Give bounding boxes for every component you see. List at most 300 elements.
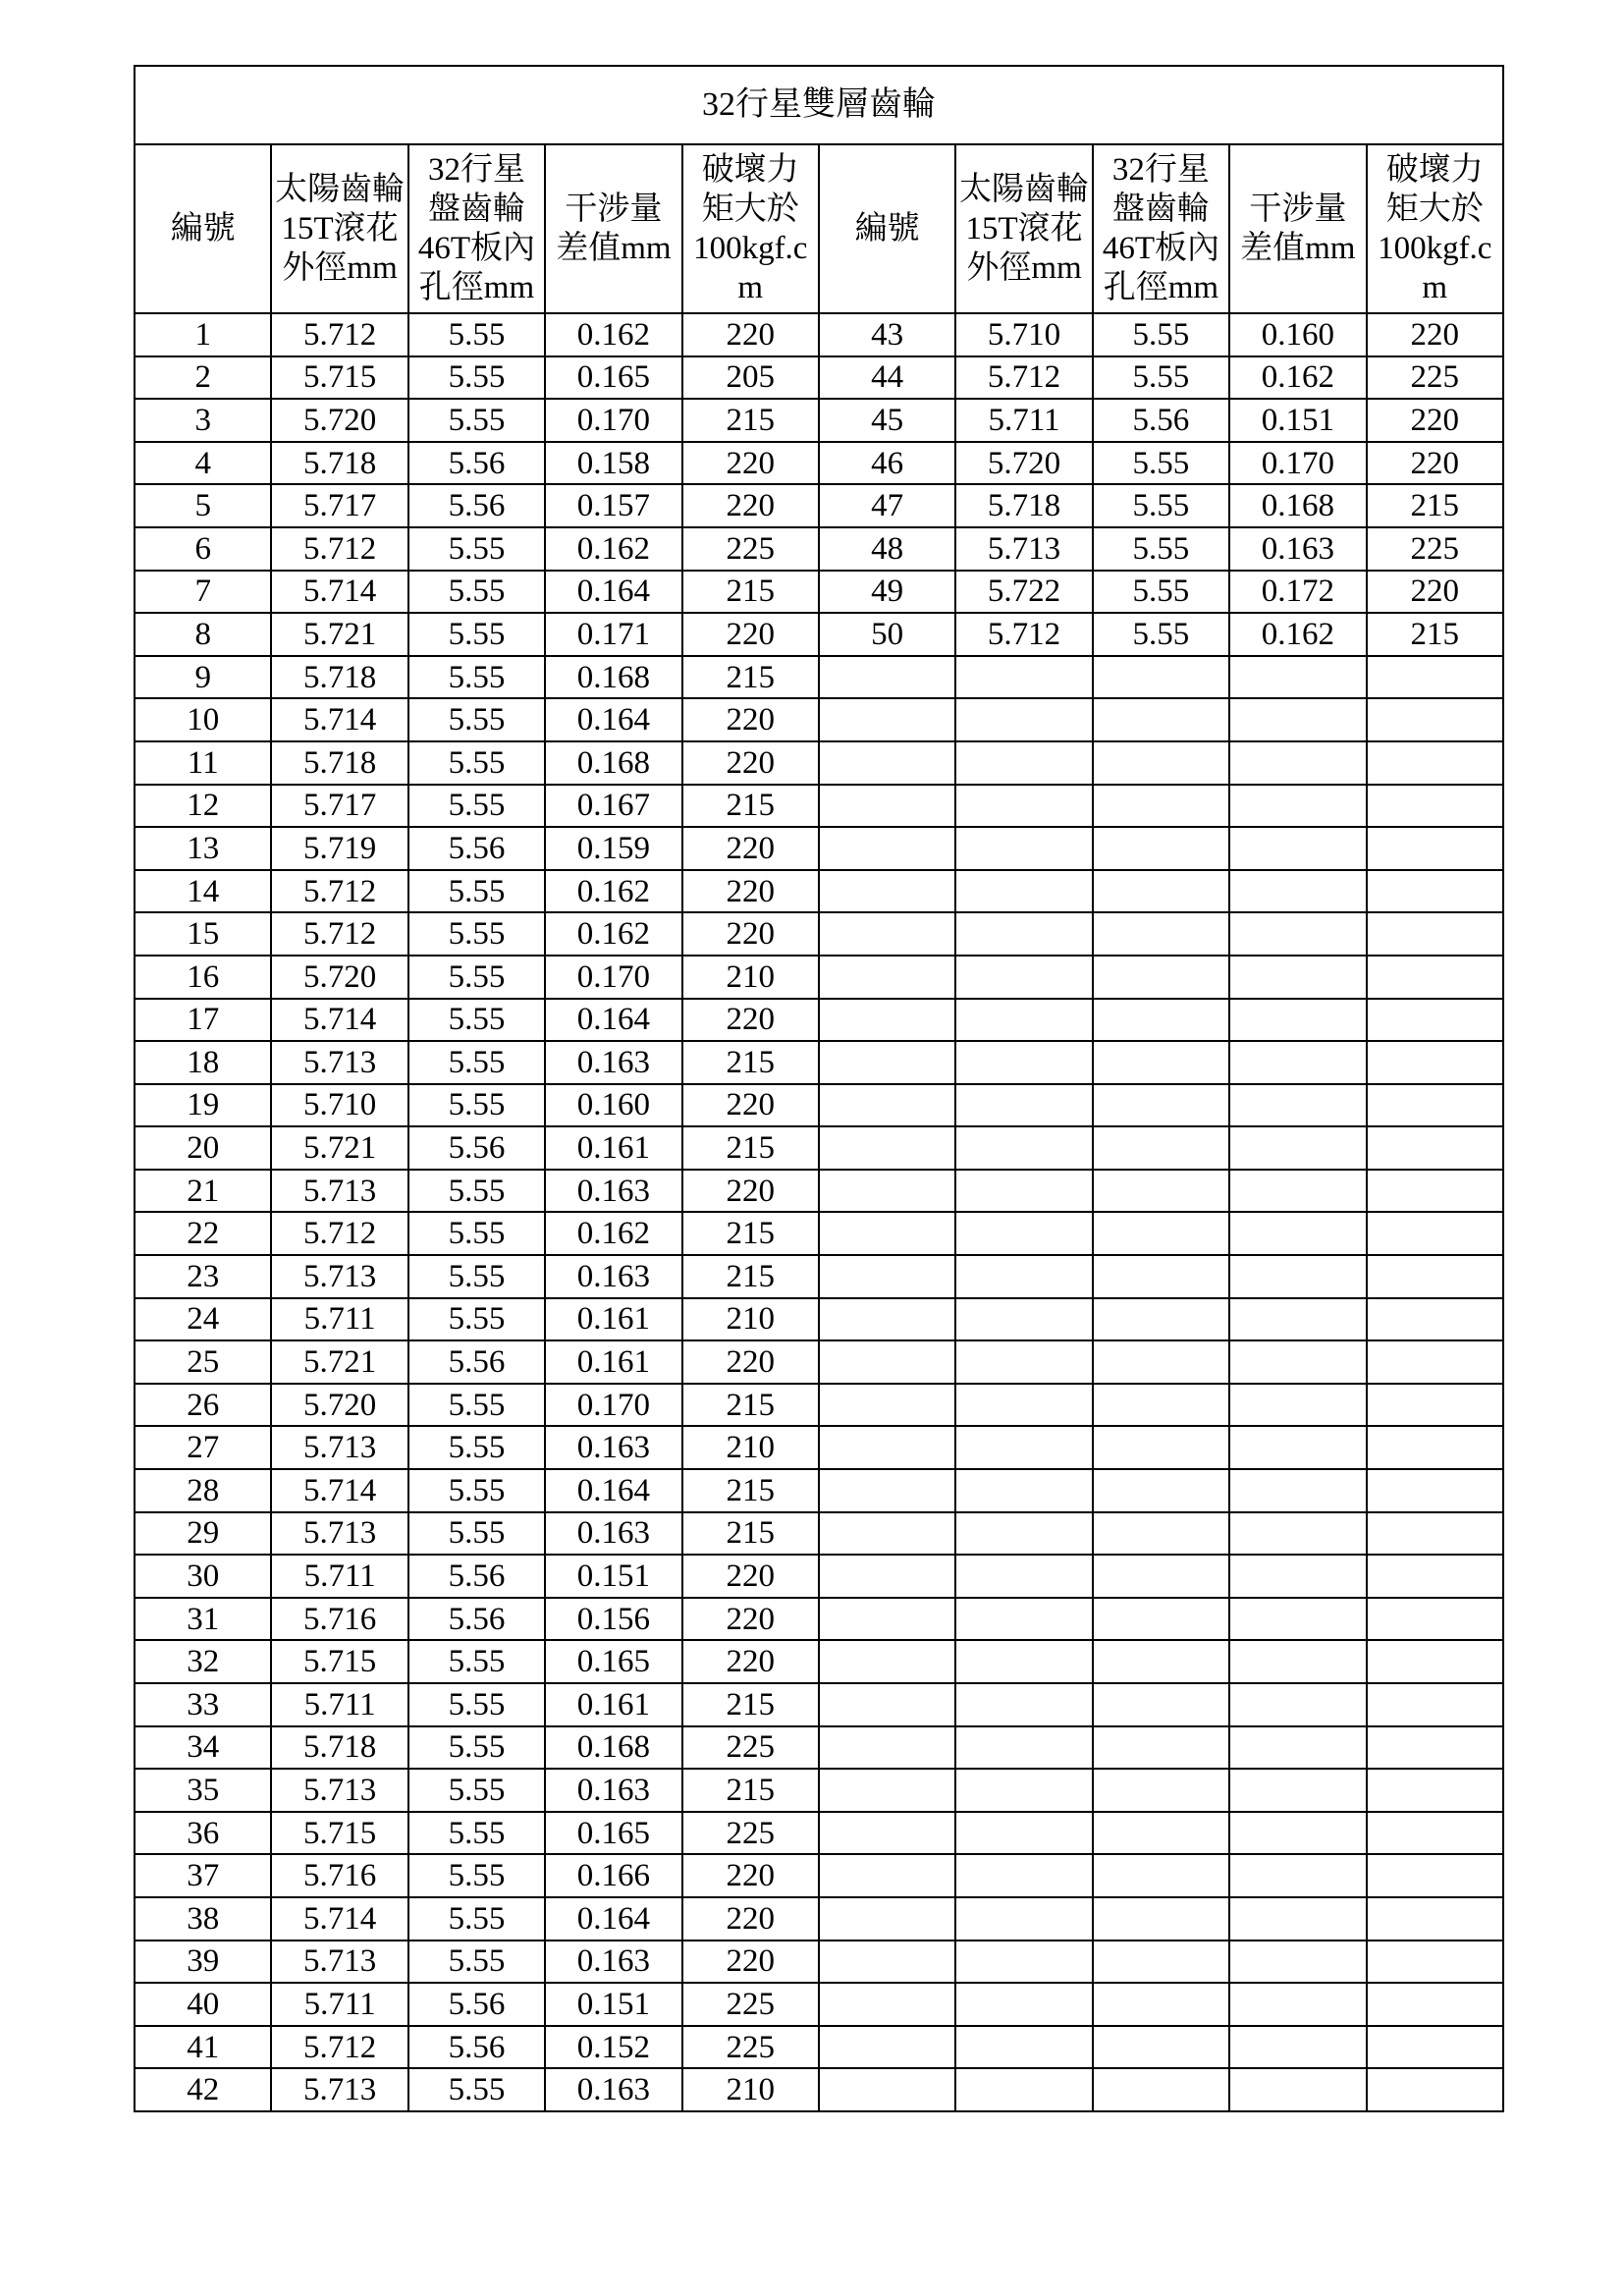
sun-gear-od-cell: 5.720: [271, 399, 407, 442]
interference-cell: [1229, 2068, 1366, 2111]
sun-gear-od-header-right: [955, 144, 1092, 313]
table-row: [135, 1426, 1503, 1469]
sun-gear-od-cell: 5.720: [955, 442, 1092, 485]
interference-cell: [1229, 1512, 1366, 1556]
interference-cell: [1229, 1555, 1366, 1598]
id-cell: [819, 1298, 955, 1341]
table-row: [135, 1555, 1503, 1598]
header-line: 100kgf.c: [1378, 231, 1492, 266]
sun-gear-od-cell: [955, 1726, 1092, 1770]
id-cell: 9: [135, 656, 271, 699]
planet-disc-bore-cell: 5.55: [408, 1726, 545, 1770]
interference-cell: 0.167: [545, 785, 681, 828]
torque-cell: 215: [682, 1683, 819, 1726]
interference-cell: 0.151: [545, 1555, 681, 1598]
sun-gear-od-cell: 5.712: [955, 356, 1092, 400]
id-cell: 4: [135, 442, 271, 485]
interference-cell: 0.172: [1229, 571, 1366, 614]
interference-cell: 0.171: [545, 613, 681, 656]
torque-cell: [1367, 698, 1503, 741]
sun-gear-od-cell: 5.721: [271, 1126, 407, 1170]
header-line: 編號: [854, 211, 920, 246]
interference-cell: 0.160: [545, 1084, 681, 1127]
torque-cell: 215: [682, 1255, 819, 1298]
planet-disc-bore-cell: 5.55: [1093, 571, 1229, 614]
id-cell: 37: [135, 1854, 271, 1897]
torque-cell: [1367, 999, 1503, 1042]
interference-cell: [1229, 1212, 1366, 1255]
sun-gear-od-cell: 5.715: [271, 1640, 407, 1683]
sun-gear-od-cell: 5.712: [271, 870, 407, 913]
header-line: 46T板內: [1102, 231, 1220, 266]
planet-disc-bore-cell: [1093, 1340, 1229, 1384]
planet-disc-bore-cell: [1093, 1126, 1229, 1170]
table-row: [135, 1683, 1503, 1726]
table-row: [135, 613, 1503, 656]
torque-cell: 220: [682, 484, 819, 527]
title-row: [135, 66, 1503, 144]
id-cell: 11: [135, 741, 271, 785]
header-line: 差值mm: [556, 231, 672, 266]
table-row: [135, 1126, 1503, 1170]
planet-disc-bore-cell: [1093, 1255, 1229, 1298]
planet-disc-bore-cell: [1093, 1084, 1229, 1127]
header-row: [135, 144, 1503, 313]
id-cell: [819, 741, 955, 785]
torque-cell: 220: [682, 912, 819, 956]
interference-cell: 0.168: [545, 1726, 681, 1770]
interference-cell: [1229, 1726, 1366, 1770]
planet-disc-bore-cell: 5.56: [408, 1598, 545, 1641]
interference-cell: 0.162: [545, 912, 681, 956]
torque-cell: 215: [682, 399, 819, 442]
planet-disc-bore-cell: 5.55: [408, 1512, 545, 1556]
torque-cell: 220: [682, 1854, 819, 1897]
interference-cell: [1229, 2026, 1366, 2069]
sun-gear-od-cell: 5.721: [271, 1340, 407, 1384]
id-cell: 34: [135, 1726, 271, 1770]
id-cell: 36: [135, 1812, 271, 1855]
sun-gear-od-cell: 5.715: [271, 356, 407, 400]
id-cell: 20: [135, 1126, 271, 1170]
torque-cell: 220: [682, 1340, 819, 1384]
torque-cell: [1367, 785, 1503, 828]
planet-disc-bore-cell: [1093, 999, 1229, 1042]
interference-cell: 0.168: [1229, 484, 1366, 527]
interference-cell: [1229, 1255, 1366, 1298]
interference-cell: [1229, 827, 1366, 870]
planet-disc-bore-cell: 5.55: [408, 1426, 545, 1469]
sun-gear-od-cell: 5.713: [955, 527, 1092, 571]
interference-cell: 0.170: [545, 399, 681, 442]
torque-header-right: [1367, 144, 1503, 313]
sun-gear-od-cell: 5.717: [271, 785, 407, 828]
sun-gear-od-cell: [955, 1598, 1092, 1641]
interference-cell: 0.159: [545, 827, 681, 870]
planet-disc-bore-cell: 5.56: [408, 2026, 545, 2069]
torque-cell: [1367, 827, 1503, 870]
id-cell: [819, 698, 955, 741]
table-row: [135, 1726, 1503, 1770]
torque-header-left: [682, 144, 819, 313]
id-cell: [819, 827, 955, 870]
planet-disc-bore-cell: 5.55: [1093, 484, 1229, 527]
sun-gear-od-cell: 5.713: [271, 1041, 407, 1084]
sun-gear-od-cell: 5.714: [271, 1469, 407, 1512]
torque-cell: [1367, 1726, 1503, 1770]
interference-cell: 0.161: [545, 1298, 681, 1341]
id-cell: [819, 1212, 955, 1255]
torque-cell: 215: [682, 571, 819, 614]
id-cell: 21: [135, 1170, 271, 1213]
planet-disc-bore-cell: [1093, 956, 1229, 999]
id-cell: [819, 1640, 955, 1683]
header-line: m: [1422, 270, 1448, 305]
interference-cell: [1229, 1769, 1366, 1812]
torque-cell: 220: [682, 613, 819, 656]
interference-cell: 0.163: [545, 1255, 681, 1298]
interference-cell: 0.151: [1229, 399, 1366, 442]
interference-cell: [1229, 1041, 1366, 1084]
table-row: [135, 1812, 1503, 1855]
torque-cell: [1367, 1983, 1503, 2026]
planet-disc-bore-cell: [1093, 1812, 1229, 1855]
interference-cell: 0.170: [545, 956, 681, 999]
planet-disc-bore-cell: [1093, 1726, 1229, 1770]
id-cell: 40: [135, 1983, 271, 2026]
id-cell: 6: [135, 527, 271, 571]
id-cell: 17: [135, 999, 271, 1042]
planet-disc-bore-header-right: [1093, 144, 1229, 313]
interference-cell: [1229, 870, 1366, 913]
interference-header-right: [1229, 144, 1366, 313]
interference-header-left: [545, 144, 681, 313]
torque-cell: [1367, 1598, 1503, 1641]
sun-gear-od-cell: 5.712: [271, 527, 407, 571]
planet-disc-bore-cell: [1093, 1854, 1229, 1897]
planet-disc-bore-cell: 5.56: [408, 1340, 545, 1384]
torque-cell: 220: [682, 827, 819, 870]
id-cell: 2: [135, 356, 271, 400]
torque-cell: 215: [682, 1212, 819, 1255]
id-cell: [819, 2068, 955, 2111]
header-line: 100kgf.c: [693, 231, 808, 266]
id-cell: 29: [135, 1512, 271, 1556]
sun-gear-od-cell: [955, 1084, 1092, 1127]
id-cell: 13: [135, 827, 271, 870]
torque-cell: [1367, 1041, 1503, 1084]
torque-cell: 220: [682, 1555, 819, 1598]
planet-disc-bore-cell: 5.55: [408, 1897, 545, 1941]
torque-cell: [1367, 1084, 1503, 1127]
id-cell: [819, 1084, 955, 1127]
planet-disc-bore-cell: [1093, 2068, 1229, 2111]
planet-disc-bore-cell: 5.55: [408, 656, 545, 699]
interference-cell: 0.161: [545, 1683, 681, 1726]
id-cell: 41: [135, 2026, 271, 2069]
header-line: 外徑mm: [966, 250, 1082, 286]
id-cell: [819, 999, 955, 1042]
sun-gear-od-cell: [955, 1812, 1092, 1855]
sun-gear-od-cell: [955, 1683, 1092, 1726]
sun-gear-od-cell: [955, 956, 1092, 999]
planet-disc-bore-cell: 5.55: [1093, 356, 1229, 400]
id-cell: [819, 1384, 955, 1427]
id-cell: [819, 1340, 955, 1384]
planet-disc-bore-cell: [1093, 1769, 1229, 1812]
planet-disc-bore-cell: 5.55: [408, 956, 545, 999]
interference-cell: 0.163: [545, 1769, 681, 1812]
id-cell: 1: [135, 313, 271, 356]
planet-disc-bore-cell: 5.55: [408, 399, 545, 442]
id-cell: [819, 1726, 955, 1770]
planet-disc-bore-cell: [1093, 1683, 1229, 1726]
sun-gear-od-cell: 5.712: [271, 912, 407, 956]
interference-cell: 0.163: [545, 1512, 681, 1556]
interference-cell: 0.152: [545, 2026, 681, 2069]
table-row: [135, 571, 1503, 614]
table-row: [135, 484, 1503, 527]
torque-cell: 215: [682, 1512, 819, 1556]
sun-gear-od-cell: 5.710: [955, 313, 1092, 356]
interference-cell: 0.168: [545, 656, 681, 699]
table-row: [135, 1854, 1503, 1897]
interference-cell: 0.165: [545, 356, 681, 400]
header-line: 32行星: [1111, 152, 1210, 188]
interference-cell: [1229, 1426, 1366, 1469]
planet-disc-bore-cell: [1093, 1598, 1229, 1641]
sun-gear-od-cell: [955, 912, 1092, 956]
interference-cell: [1229, 1126, 1366, 1170]
id-cell: 27: [135, 1426, 271, 1469]
table-row: [135, 313, 1503, 356]
planet-disc-bore-cell: 5.56: [408, 1126, 545, 1170]
header-line: 編號: [170, 211, 236, 246]
planet-disc-bore-cell: 5.55: [408, 870, 545, 913]
torque-cell: 220: [682, 1598, 819, 1641]
torque-cell: 215: [1367, 484, 1503, 527]
interference-cell: 0.168: [545, 741, 681, 785]
planet-disc-bore-cell: 5.55: [408, 1812, 545, 1855]
planet-disc-bore-cell: 5.55: [408, 1769, 545, 1812]
sun-gear-od-cell: 5.711: [271, 1298, 407, 1341]
id-cell: [819, 1854, 955, 1897]
table-row: [135, 912, 1503, 956]
planet-disc-bore-cell: [1093, 1426, 1229, 1469]
table-row: [135, 827, 1503, 870]
id-cell: [819, 1769, 955, 1812]
planet-disc-bore-cell: [1093, 1897, 1229, 1941]
planet-disc-bore-cell: 5.55: [408, 1170, 545, 1213]
table-row: [135, 1084, 1503, 1127]
planet-disc-bore-cell: 5.55: [408, 1084, 545, 1127]
interference-cell: 0.170: [545, 1384, 681, 1427]
sun-gear-od-cell: [955, 1126, 1092, 1170]
id-cell: 24: [135, 1298, 271, 1341]
torque-cell: [1367, 1555, 1503, 1598]
planet-disc-bore-cell: 5.55: [408, 1469, 545, 1512]
planet-disc-bore-cell: 5.55: [408, 313, 545, 356]
id-cell: 43: [819, 313, 955, 356]
torque-cell: 210: [682, 2068, 819, 2111]
torque-cell: [1367, 870, 1503, 913]
interference-cell: 0.165: [545, 1812, 681, 1855]
torque-cell: [1367, 1255, 1503, 1298]
planet-disc-bore-cell: 5.55: [408, 912, 545, 956]
torque-cell: [1367, 2026, 1503, 2069]
id-cell: 31: [135, 1598, 271, 1641]
interference-cell: [1229, 656, 1366, 699]
planet-disc-bore-cell: 5.55: [1093, 442, 1229, 485]
planet-disc-bore-cell: [1093, 912, 1229, 956]
torque-cell: 220: [682, 1941, 819, 1984]
sun-gear-od-cell: [955, 741, 1092, 785]
planet-disc-bore-cell: [1093, 1384, 1229, 1427]
header-line: m: [737, 270, 764, 305]
id-cell: 39: [135, 1941, 271, 1984]
id-cell: [819, 870, 955, 913]
planet-disc-bore-cell: 5.55: [408, 1384, 545, 1427]
sun-gear-od-cell: [955, 2026, 1092, 2069]
torque-cell: 225: [682, 1726, 819, 1770]
torque-cell: 220: [1367, 313, 1503, 356]
planet-disc-bore-cell: [1093, 656, 1229, 699]
sun-gear-od-cell: 5.716: [271, 1854, 407, 1897]
table-row: [135, 870, 1503, 913]
sun-gear-od-cell: [955, 1983, 1092, 2026]
planet-disc-bore-cell: [1093, 741, 1229, 785]
sun-gear-od-cell: 5.711: [271, 1983, 407, 2026]
sun-gear-od-cell: 5.711: [955, 399, 1092, 442]
planet-disc-bore-cell: 5.55: [408, 999, 545, 1042]
interference-cell: [1229, 785, 1366, 828]
id-cell: 38: [135, 1897, 271, 1941]
torque-cell: [1367, 1897, 1503, 1941]
interference-cell: [1229, 1170, 1366, 1213]
sun-gear-od-cell: 5.722: [955, 571, 1092, 614]
interference-cell: 0.164: [545, 571, 681, 614]
sun-gear-od-cell: 5.712: [271, 1212, 407, 1255]
interference-cell: [1229, 1812, 1366, 1855]
id-cell: 47: [819, 484, 955, 527]
gear-test-table: [134, 65, 1504, 2112]
table-row: [135, 785, 1503, 828]
planet-disc-bore-cell: 5.55: [408, 1941, 545, 1984]
planet-disc-bore-cell: 5.55: [408, 527, 545, 571]
table-title: 32行星雙層齒輪: [135, 66, 1503, 144]
header-line: 32行星: [427, 152, 525, 188]
planet-disc-bore-cell: 5.56: [1093, 399, 1229, 442]
interference-cell: [1229, 1298, 1366, 1341]
id-cell: 5: [135, 484, 271, 527]
interference-cell: 0.163: [545, 1041, 681, 1084]
planet-disc-bore-cell: [1093, 1512, 1229, 1556]
sun-gear-od-cell: 5.720: [271, 1384, 407, 1427]
sun-gear-od-cell: [955, 1555, 1092, 1598]
header-line: 破壞力: [701, 152, 799, 188]
interference-cell: [1229, 1384, 1366, 1427]
planet-disc-bore-cell: 5.56: [408, 442, 545, 485]
sun-gear-od-cell: 5.718: [271, 1726, 407, 1770]
header-line: 46T板內: [417, 231, 536, 266]
interference-cell: 0.164: [545, 1469, 681, 1512]
sun-gear-od-cell: 5.713: [271, 1941, 407, 1984]
sun-gear-od-cell: [955, 1854, 1092, 1897]
sun-gear-od-cell: [955, 1212, 1092, 1255]
header-line: 破壞力: [1385, 152, 1484, 188]
planet-disc-bore-cell: 5.56: [408, 827, 545, 870]
interference-cell: 0.156: [545, 1598, 681, 1641]
table-row: [135, 1640, 1503, 1683]
table-row: [135, 1212, 1503, 1255]
table-row: [135, 956, 1503, 999]
table-row: [135, 2068, 1503, 2111]
id-cell: 46: [819, 442, 955, 485]
table-row: [135, 1512, 1503, 1556]
torque-cell: [1367, 956, 1503, 999]
torque-cell: [1367, 1769, 1503, 1812]
planet-disc-bore-cell: [1093, 1298, 1229, 1341]
id-cell: 45: [819, 399, 955, 442]
sun-gear-od-cell: 5.714: [271, 1897, 407, 1941]
id-cell: [819, 785, 955, 828]
planet-disc-bore-cell: [1093, 870, 1229, 913]
torque-cell: 220: [682, 698, 819, 741]
sun-gear-od-cell: [955, 1469, 1092, 1512]
planet-disc-bore-cell: 5.56: [408, 484, 545, 527]
id-cell: 15: [135, 912, 271, 956]
interference-cell: [1229, 698, 1366, 741]
planet-disc-bore-cell: [1093, 1640, 1229, 1683]
table-row: [135, 1983, 1503, 2026]
id-cell: 25: [135, 1340, 271, 1384]
torque-cell: 215: [682, 1469, 819, 1512]
torque-cell: 220: [1367, 399, 1503, 442]
table-row: [135, 1384, 1503, 1427]
sun-gear-od-cell: 5.713: [271, 1512, 407, 1556]
header-line: 干涉量: [565, 191, 663, 227]
table-row: [135, 1340, 1503, 1384]
interference-cell: [1229, 1983, 1366, 2026]
sun-gear-od-cell: 5.713: [271, 2068, 407, 2111]
sun-gear-od-cell: 5.712: [271, 2026, 407, 2069]
torque-cell: 215: [682, 785, 819, 828]
planet-disc-bore-cell: 5.55: [1093, 613, 1229, 656]
table-row: [135, 1255, 1503, 1298]
id-cell: 28: [135, 1469, 271, 1512]
torque-cell: [1367, 1854, 1503, 1897]
header-line: 太陽齒輪: [959, 172, 1090, 207]
id-cell: [819, 912, 955, 956]
interference-cell: 0.163: [545, 2068, 681, 2111]
header-line: 孔徑mm: [418, 270, 535, 305]
torque-cell: [1367, 912, 1503, 956]
interference-cell: 0.163: [1229, 527, 1366, 571]
interference-cell: 0.164: [545, 698, 681, 741]
torque-cell: 225: [682, 1983, 819, 2026]
id-cell: 48: [819, 527, 955, 571]
interference-cell: [1229, 1469, 1366, 1512]
header-line: 外徑mm: [282, 250, 398, 286]
sun-gear-od-cell: [955, 785, 1092, 828]
header-line: 孔徑mm: [1103, 270, 1219, 305]
torque-cell: 220: [682, 999, 819, 1042]
planet-disc-bore-cell: [1093, 1469, 1229, 1512]
planet-disc-bore-cell: 5.55: [408, 785, 545, 828]
planet-disc-bore-cell: 5.55: [408, 1854, 545, 1897]
interference-cell: [1229, 1598, 1366, 1641]
id-cell: [819, 1512, 955, 1556]
